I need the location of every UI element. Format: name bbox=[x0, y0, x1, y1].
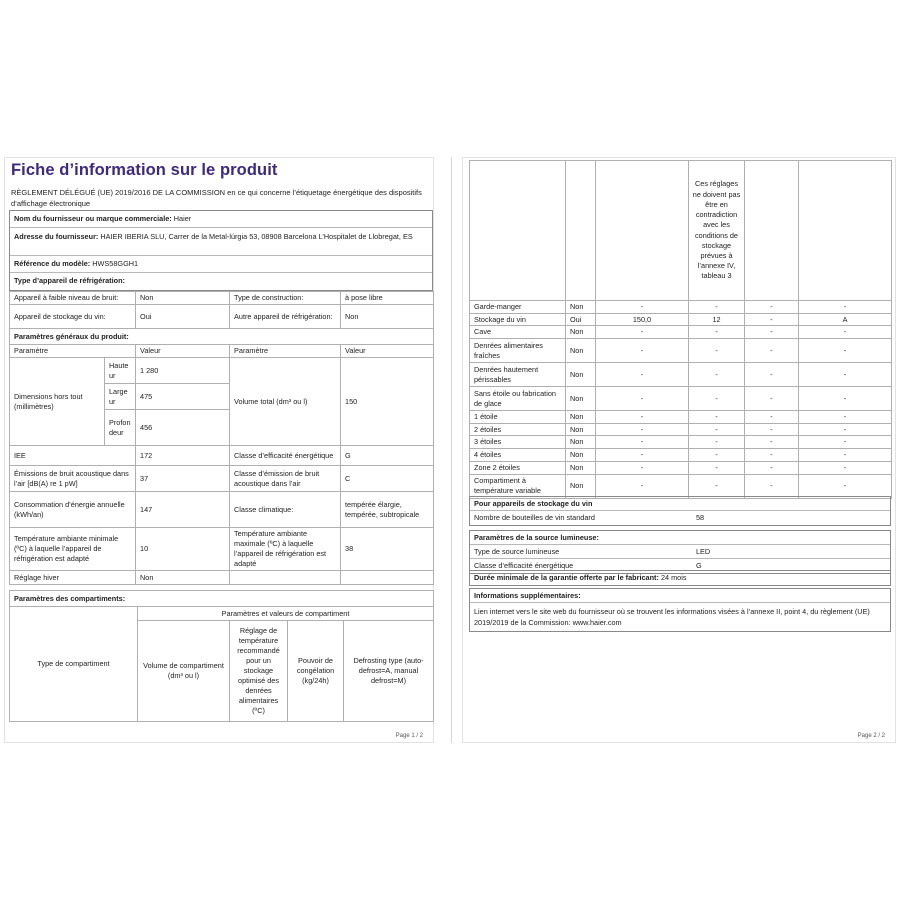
table-row bbox=[470, 161, 892, 301]
cell-defrost: - bbox=[799, 326, 892, 339]
max-temp-value: 38 bbox=[341, 528, 434, 571]
light-section-title: Paramètres de la source lumineuse: bbox=[470, 531, 890, 545]
table-row bbox=[10, 591, 434, 607]
cell-temp: 12 bbox=[689, 313, 745, 326]
cell-volume: - bbox=[596, 339, 689, 363]
other-appliance-label: Autre appareil de réfrigération: bbox=[230, 305, 341, 329]
iee-value: 172 bbox=[136, 446, 230, 466]
cell-temp: - bbox=[689, 411, 745, 424]
cell-name: Denrées hautement périssables bbox=[470, 363, 566, 387]
dimensions-label: Dimensions hors tout (millimètres) bbox=[10, 358, 105, 446]
cell-volume: - bbox=[596, 423, 689, 436]
cell-temp: - bbox=[689, 436, 745, 449]
compartment-group-header: Paramètres et valeurs de compartiment bbox=[138, 607, 434, 621]
cell-present: Non bbox=[566, 387, 596, 411]
cell-present: Non bbox=[566, 474, 596, 498]
winter-value: Non bbox=[136, 571, 230, 585]
table-row bbox=[470, 461, 892, 474]
cell-freezing: - bbox=[745, 461, 799, 474]
cell-defrost: - bbox=[799, 411, 892, 424]
cell-temp: - bbox=[689, 449, 745, 462]
table-row bbox=[10, 492, 434, 528]
settings-note: Ces réglages ne doivent pas être en contradiction avec les conditions de stockage prévues à l’annexe IV, tableau 3 bbox=[689, 161, 745, 301]
cell-present: Non bbox=[566, 411, 596, 424]
wine-section-title: Pour appareils de stockage du vin bbox=[470, 497, 890, 511]
table-row bbox=[10, 446, 434, 466]
cell-freezing: - bbox=[745, 411, 799, 424]
construction-label: Type de construction: bbox=[230, 292, 341, 305]
noise-class-label: Classe d’émission de bruit acoustique dans l’air bbox=[230, 466, 341, 492]
appliance-type-line bbox=[10, 273, 432, 290]
consumption-label: Consommation d’énergie annuelle (kWh/an) bbox=[10, 492, 136, 528]
construction-value: à pose libre bbox=[341, 292, 434, 305]
cell-present: Non bbox=[566, 301, 596, 314]
page-2-footer: Page 2 / 2 bbox=[857, 733, 885, 739]
table-row bbox=[470, 301, 892, 314]
table-row bbox=[10, 607, 434, 621]
wine-bottles-line bbox=[470, 511, 890, 525]
cell-name: Compartiment à température variable bbox=[470, 474, 566, 498]
depth-value: 456 bbox=[136, 410, 230, 446]
cell-name: Cave bbox=[470, 326, 566, 339]
iee-label: IEE bbox=[10, 446, 136, 466]
low-noise-label: Appareil à faible niveau de bruit: bbox=[10, 292, 136, 305]
cell-present: Non bbox=[566, 436, 596, 449]
cell-present: Oui bbox=[566, 313, 596, 326]
col-defrosting-type: Defrosting type (auto-defrost=A, manual defrost=M) bbox=[344, 621, 434, 722]
consumption-value: 147 bbox=[136, 492, 230, 528]
cell-defrost: - bbox=[799, 436, 892, 449]
table-row bbox=[470, 363, 892, 387]
cell-name: 1 étoile bbox=[470, 411, 566, 424]
cell-freezing: - bbox=[745, 436, 799, 449]
cell-name: Stockage du vin bbox=[470, 313, 566, 326]
table-row bbox=[470, 326, 892, 339]
other-appliance-value: Non bbox=[341, 305, 434, 329]
col-value-header: Valeur bbox=[136, 345, 230, 358]
cell-name: Garde-manger bbox=[470, 301, 566, 314]
model-label: Référence du modèle: bbox=[14, 259, 91, 268]
table-row bbox=[10, 571, 434, 585]
cell-freezing: - bbox=[745, 326, 799, 339]
supplier-address-label: Adresse du fournisseur: bbox=[14, 232, 99, 241]
cell-present: Non bbox=[566, 326, 596, 339]
width-label: Largeur bbox=[105, 384, 136, 410]
cell-present: Non bbox=[566, 363, 596, 387]
table-row bbox=[470, 411, 892, 424]
table-row bbox=[10, 528, 434, 571]
cell-defrost: - bbox=[799, 461, 892, 474]
cell-temp: - bbox=[689, 387, 745, 411]
wine-bottles-label: Nombre de bouteilles de vin standard bbox=[474, 513, 595, 522]
cell-defrost: A bbox=[799, 313, 892, 326]
compartment-rows bbox=[470, 301, 892, 499]
header-empty-4 bbox=[745, 161, 799, 301]
depth-label: Profondeur bbox=[105, 410, 136, 446]
col-param-header-2: Paramètre bbox=[230, 345, 341, 358]
document-title: Fiche d’information sur le produit bbox=[11, 161, 278, 179]
warranty-value: 24 mois bbox=[660, 573, 687, 582]
page-2 bbox=[462, 157, 896, 743]
energy-class-label: Classe d’efficacité énergétique bbox=[230, 446, 341, 466]
warranty-label: Durée minimale de la garantie offerte par le fabricant: bbox=[474, 573, 659, 582]
winter-empty-1 bbox=[230, 571, 341, 585]
table-row bbox=[10, 305, 434, 329]
cell-volume: - bbox=[596, 387, 689, 411]
additional-info-text: Lien internet vers le site web du fournisseur où se trouvent les informations visées à l’annexe II, point 4, du règlement (UE) 2019/2019 de la Commission: www.haier.com bbox=[474, 607, 870, 627]
climate-label: Classe climatique: bbox=[230, 492, 341, 528]
cell-freezing: - bbox=[745, 387, 799, 411]
appliance-type-label: Type d’appareil de réfrigération: bbox=[14, 276, 125, 285]
col-compartment-volume: Volume de compartiment (dm³ ou l) bbox=[138, 621, 230, 722]
height-label: Hauteur bbox=[105, 358, 136, 384]
compartments-section-title: Paramètres des compartiments: bbox=[10, 591, 434, 607]
header-empty-2 bbox=[566, 161, 596, 301]
cell-volume: - bbox=[596, 474, 689, 498]
table-row bbox=[470, 313, 892, 326]
cell-freezing: - bbox=[745, 339, 799, 363]
climate-value: tempérée élargie, tempérée, subtropicale bbox=[341, 492, 434, 528]
height-value: 1 280 bbox=[136, 358, 230, 384]
table-row bbox=[470, 423, 892, 436]
low-noise-value: Non bbox=[136, 292, 230, 305]
cell-volume: - bbox=[596, 411, 689, 424]
cell-defrost: - bbox=[799, 363, 892, 387]
table-row bbox=[10, 466, 434, 492]
volume-label: Volume total (dm³ ou l) bbox=[230, 358, 341, 446]
supplier-box bbox=[9, 210, 433, 291]
light-type-line bbox=[470, 545, 890, 559]
col-freezing-capacity: Pouvoir de congélation (kg/24h) bbox=[288, 621, 344, 722]
warranty-line bbox=[470, 571, 890, 585]
cell-name: 2 étoiles bbox=[470, 423, 566, 436]
header-empty-1 bbox=[470, 161, 566, 301]
wine-appliance-label: Appareil de stockage du vin: bbox=[10, 305, 136, 329]
table-row bbox=[10, 292, 434, 305]
cell-present: Non bbox=[566, 423, 596, 436]
col-value-header-2: Valeur bbox=[341, 345, 434, 358]
cell-volume: - bbox=[596, 301, 689, 314]
cell-volume: - bbox=[596, 461, 689, 474]
supplier-name-value: Haier bbox=[173, 214, 192, 223]
cell-present: Non bbox=[566, 339, 596, 363]
table-row bbox=[10, 329, 434, 345]
cell-freezing: - bbox=[745, 423, 799, 436]
table-row bbox=[10, 358, 434, 384]
cell-name: 3 étoiles bbox=[470, 436, 566, 449]
light-section bbox=[469, 530, 891, 574]
cell-present: Non bbox=[566, 449, 596, 462]
additional-info-title: Informations supplémentaires: bbox=[470, 589, 890, 603]
volume-value: 150 bbox=[341, 358, 434, 446]
header-empty-5 bbox=[799, 161, 892, 301]
compartments-table bbox=[9, 590, 434, 722]
cell-freezing: - bbox=[745, 449, 799, 462]
cell-temp: - bbox=[689, 474, 745, 498]
table-row bbox=[470, 474, 892, 498]
table-row bbox=[470, 449, 892, 462]
min-temp-value: 10 bbox=[136, 528, 230, 571]
width-value: 475 bbox=[136, 384, 230, 410]
header-empty-3 bbox=[596, 161, 689, 301]
cell-volume: - bbox=[596, 326, 689, 339]
warranty-section bbox=[469, 570, 891, 586]
page-1 bbox=[4, 157, 434, 743]
cell-freezing: - bbox=[745, 301, 799, 314]
col-param-header: Paramètre bbox=[10, 345, 136, 358]
compartment-values-table bbox=[469, 160, 892, 499]
light-class-label: Classe d’efficacité énergétique bbox=[474, 561, 574, 570]
supplier-address-line bbox=[10, 228, 432, 256]
supplier-name-line bbox=[10, 211, 432, 228]
supplier-address-value: HAIER IBERIA SLU, Carrer de la Metal-lúrgia 53, 08908 Barcelona L’Hospitalet de Llobregat, ES bbox=[100, 232, 413, 241]
cell-temp: - bbox=[689, 326, 745, 339]
general-section-title: Paramètres généraux du produit: bbox=[10, 329, 434, 345]
light-class-value: G bbox=[696, 561, 702, 570]
general-parameters-table bbox=[9, 291, 434, 585]
cell-volume: - bbox=[596, 363, 689, 387]
light-type-value: LED bbox=[696, 547, 711, 556]
cell-name: Denrées alimentaires fraîches bbox=[470, 339, 566, 363]
col-compartment-type: Type de compartiment bbox=[10, 607, 138, 722]
supplier-name-label: Nom du fournisseur ou marque commerciale: bbox=[14, 214, 172, 223]
page-separator bbox=[451, 157, 452, 743]
cell-defrost: - bbox=[799, 339, 892, 363]
cell-temp: - bbox=[689, 339, 745, 363]
cell-volume: - bbox=[596, 436, 689, 449]
model-line bbox=[10, 256, 432, 273]
cell-name: Sans étoile ou fabrication de glace bbox=[470, 387, 566, 411]
additional-info-section bbox=[469, 588, 891, 632]
cell-defrost: - bbox=[799, 423, 892, 436]
page-1-footer: Page 1 / 2 bbox=[395, 733, 423, 739]
wine-section bbox=[469, 496, 891, 526]
light-type-label: Type de source lumineuse bbox=[474, 547, 560, 556]
cell-freezing: - bbox=[745, 363, 799, 387]
cell-volume: 150,0 bbox=[596, 313, 689, 326]
noise-class-value: C bbox=[341, 466, 434, 492]
table-row bbox=[470, 387, 892, 411]
cell-name: Zone 2 étoiles bbox=[470, 461, 566, 474]
table-row bbox=[470, 436, 892, 449]
cell-present: Non bbox=[566, 461, 596, 474]
cell-freezing: - bbox=[745, 474, 799, 498]
cell-defrost: - bbox=[799, 301, 892, 314]
min-temp-label: Température ambiante minimale (ºC) à laquelle l’appareil de réfrigération est adapté bbox=[10, 528, 136, 571]
noise-label: Émissions de bruit acoustique dans l’air [dB(A) re 1 pW] bbox=[10, 466, 136, 492]
noise-value: 37 bbox=[136, 466, 230, 492]
cell-name: 4 étoiles bbox=[470, 449, 566, 462]
cell-defrost: - bbox=[799, 449, 892, 462]
cell-temp: - bbox=[689, 423, 745, 436]
cell-defrost: - bbox=[799, 474, 892, 498]
wine-bottles-value: 58 bbox=[696, 513, 705, 522]
table-row bbox=[470, 339, 892, 363]
cell-temp: - bbox=[689, 301, 745, 314]
cell-freezing: - bbox=[745, 313, 799, 326]
energy-class-value: G bbox=[341, 446, 434, 466]
winter-empty-2 bbox=[341, 571, 434, 585]
col-recommended-temp: Réglage de température recommandé pour un stockage optimisé des denrées alimentaires (ºC) bbox=[230, 621, 288, 722]
cell-defrost: - bbox=[799, 387, 892, 411]
cell-temp: - bbox=[689, 363, 745, 387]
cell-temp: - bbox=[689, 461, 745, 474]
wine-appliance-value: Oui bbox=[136, 305, 230, 329]
cell-volume: - bbox=[596, 449, 689, 462]
model-value: HWS58GGH1 bbox=[92, 259, 139, 268]
table-row bbox=[10, 345, 434, 358]
regulation-text: RÈGLEMENT DÉLÉGUÉ (UE) 2019/2016 DE LA COMMISSION en ce qui concerne l’étiquetage énergétique des dispositifs d’affichage électronique bbox=[11, 188, 422, 208]
max-temp-label: Température ambiante maximale (ºC) à laquelle l’appareil de réfrigération est adapté bbox=[230, 528, 341, 571]
winter-label: Réglage hiver bbox=[10, 571, 136, 585]
